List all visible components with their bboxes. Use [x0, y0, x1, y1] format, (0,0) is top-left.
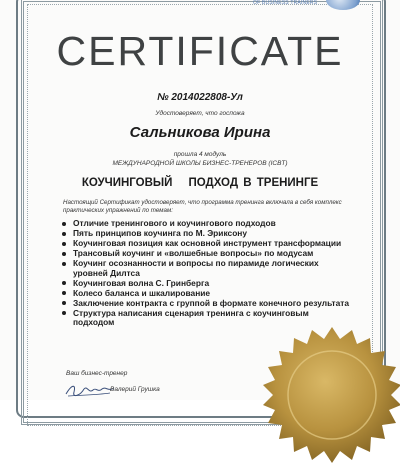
certificate-title: CERTIFICATE [56, 28, 344, 74]
gold-seal [262, 325, 400, 465]
bullet-icon [62, 262, 66, 266]
bullet-icon [62, 291, 66, 295]
trainer-name: Валерий Грушка [110, 386, 160, 393]
course-title-part2: ПОДХОД В ТРЕНИНГЕ [188, 177, 319, 189]
list-item: Заключение контракта с группой в формате конечного результата [60, 299, 350, 309]
topics-list [60, 219, 350, 328]
number-prefix: № [157, 92, 169, 103]
intro-paragraph: Настоящий Сертификат удостоверяет, что программа тренинга включала в себя комплекс практических упражнений по темам: [63, 199, 342, 214]
bullet-icon [62, 232, 66, 236]
bullet-icon [62, 311, 66, 315]
course-title-part1: КОУЧИНГОВЫЙ [81, 177, 173, 189]
list-item: Коучинг осознанности и вопросы по пирамиде логических уровней Дилтса [60, 259, 350, 278]
certificate-number: 2014022808-Ул [171, 92, 243, 103]
bullet-icon [62, 242, 66, 246]
school-name: МЕЖДУНАРОДНОЙ ШКОЛЫ БИЗНЕС-ТРЕНЕРОВ (ICBT) [112, 160, 288, 167]
certifies-text: Удостоверяет, что госпожа [155, 110, 245, 117]
bullet-icon [62, 281, 66, 285]
list-item: Колесо баланса и шкалирование [60, 289, 350, 299]
trainer-label: Ваш бизнес-тренер [66, 370, 128, 377]
bullet-icon [62, 301, 66, 305]
list-item: Коучинговая волна С. Гринберга [60, 279, 350, 289]
certificate-number-row [0, 92, 400, 103]
organization-caption: OF BUSINESS TRAINERS [253, 0, 318, 6]
list-item: Структура написания сценария тренинга с коучинговым подходом [60, 309, 350, 328]
module-text: прошла 4 модуль [173, 151, 227, 158]
recipient-name: Сальникова Ирина [129, 124, 271, 141]
bullet-icon [62, 252, 66, 256]
list-item: Отличие тренингового и коучингового подходов [60, 219, 350, 229]
list-item: Трансовый коучинг и «волшебные вопросы» по модусам [60, 249, 350, 259]
course-title [0, 177, 400, 189]
list-item: Пять принципов коучинга по М. Эриксону [60, 229, 350, 239]
list-item: Коучинговая позиция как основной инструмент трансформации [60, 239, 350, 249]
bullet-icon [62, 222, 66, 226]
